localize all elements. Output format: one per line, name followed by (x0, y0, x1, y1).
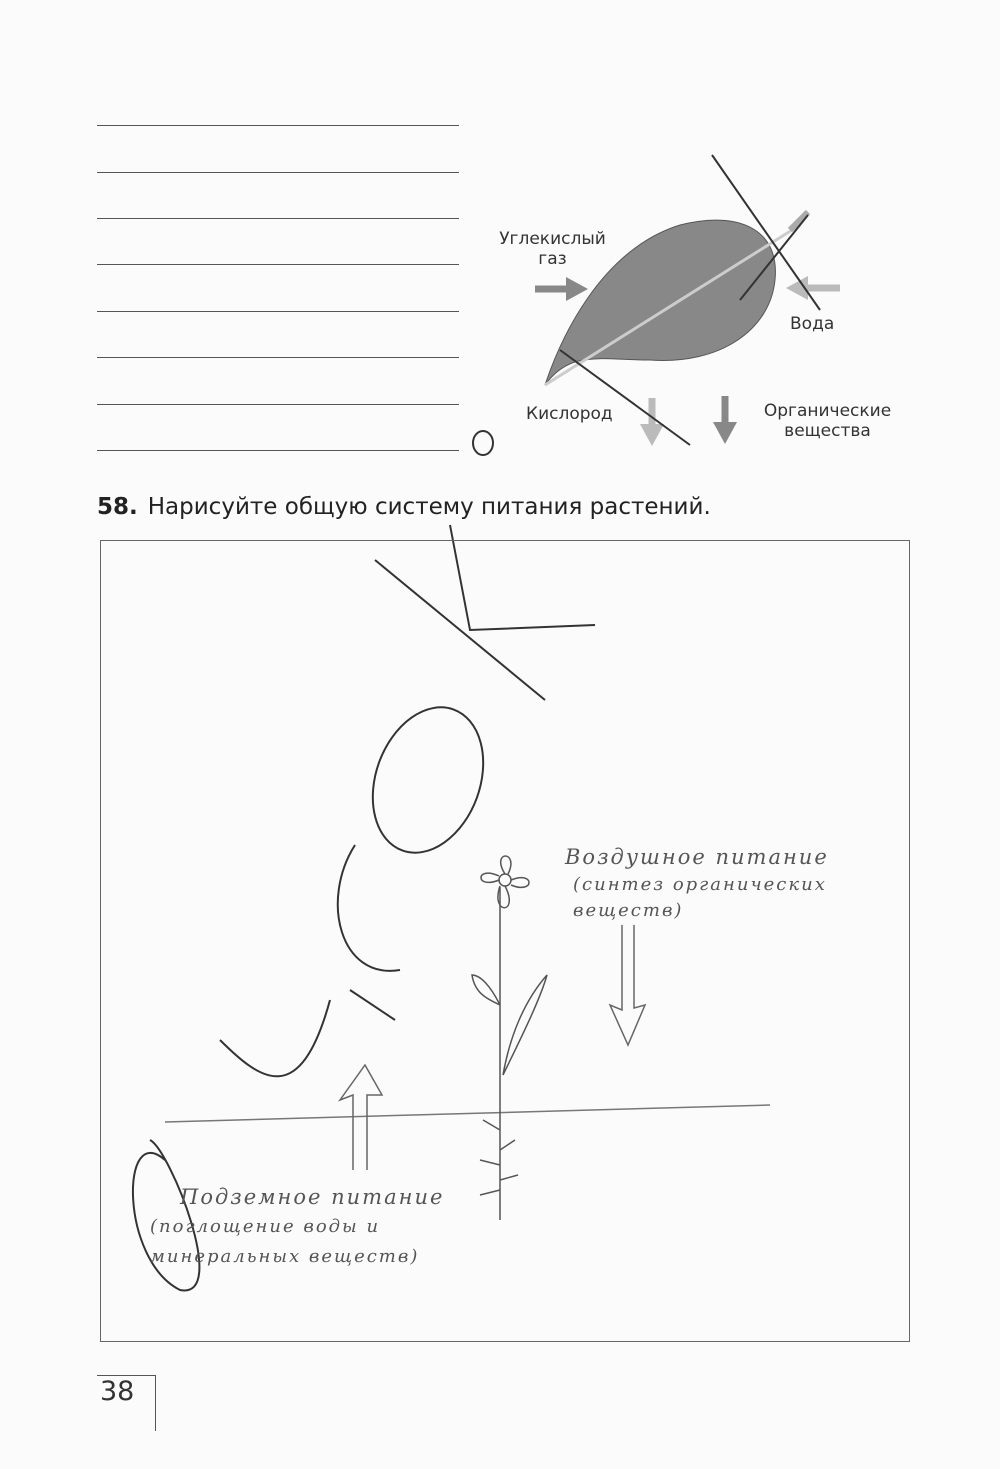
air-nutrition-title: Воздушное питание (565, 845, 829, 869)
page-number: 38 (97, 1375, 156, 1431)
label-organic-substances: Органические вещества (763, 401, 892, 441)
arrow-oxygen-icon (640, 398, 664, 446)
label-water: Вода (790, 314, 835, 334)
label-carbon-dioxide: Углекислый газ (499, 229, 606, 269)
ground-nutrition-note: (поглощение воды и минеральных веществ) (150, 1216, 420, 1267)
arrow-co2-icon (535, 277, 588, 301)
ground-nutrition-label (150, 1182, 470, 1272)
arrow-organic-icon (713, 396, 737, 444)
air-nutrition-note: (синтез органических веществ) (573, 874, 827, 921)
task-number: 58. (97, 494, 138, 520)
task-58 (97, 494, 711, 520)
air-nutrition-label (565, 842, 865, 924)
task-text: Нарисуйте общую систему питания растений. (147, 494, 711, 520)
arrow-water-icon (786, 276, 840, 300)
ground-nutrition-title: Подземное питание (180, 1185, 445, 1209)
label-oxygen: Кислород (526, 404, 613, 424)
